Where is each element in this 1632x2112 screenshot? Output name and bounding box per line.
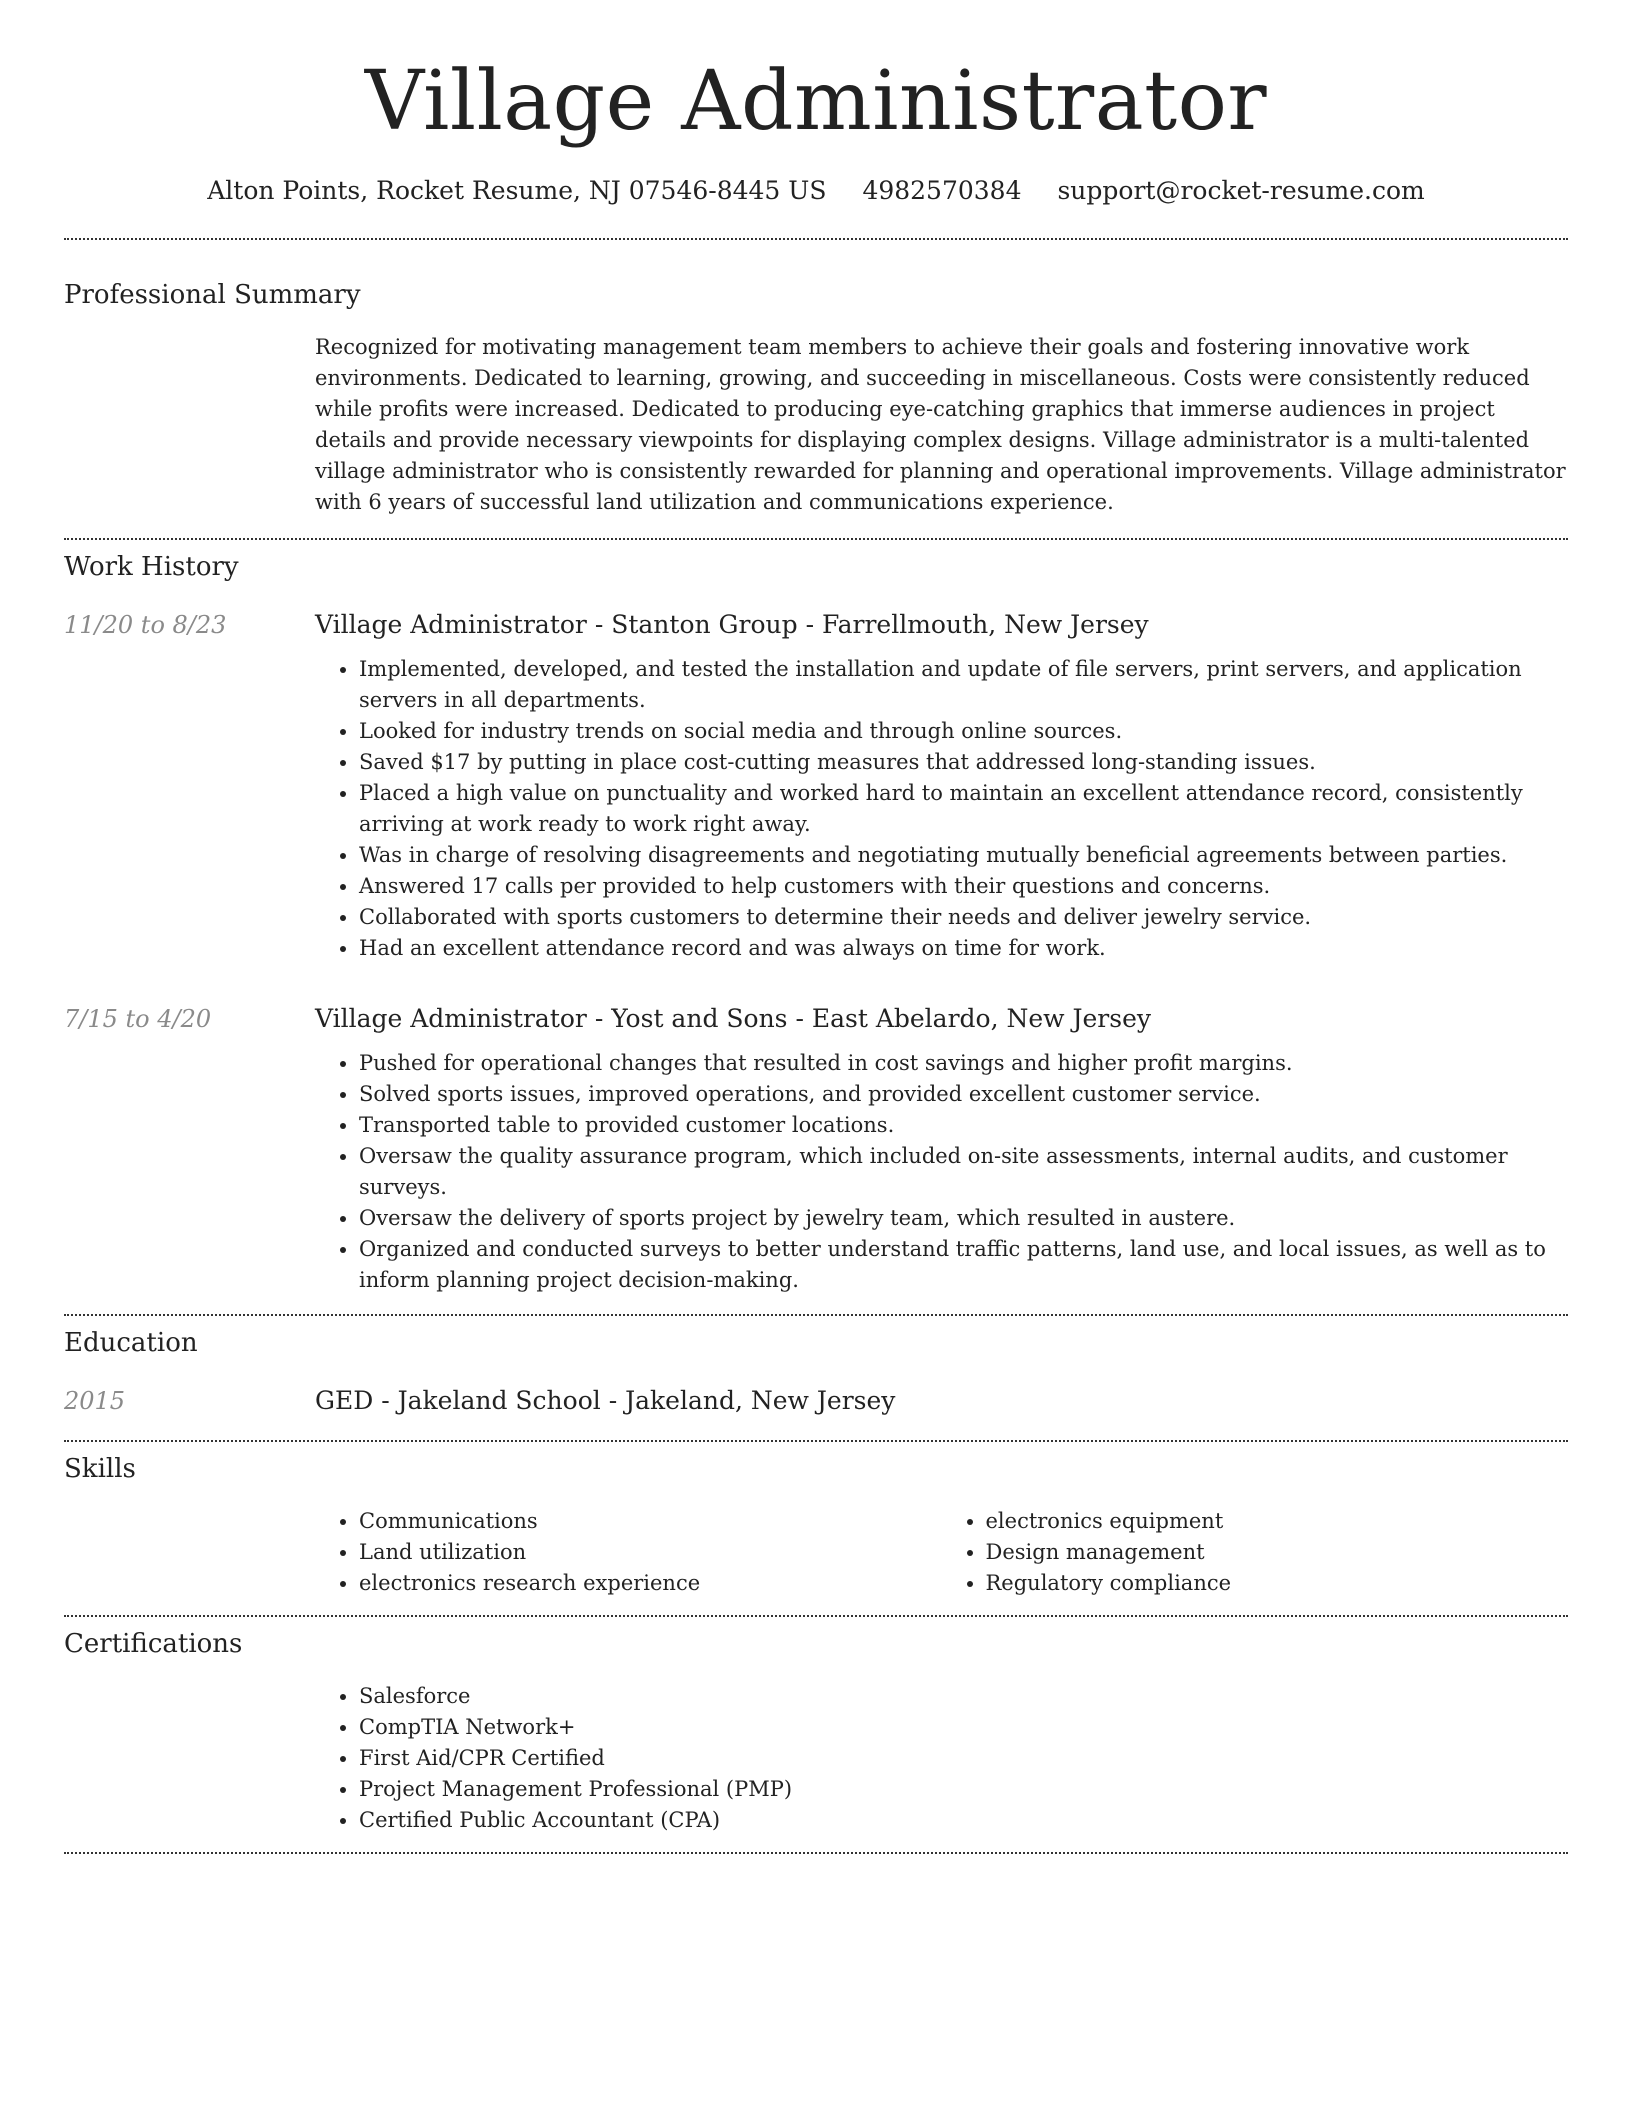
list-item: • First Aid/CPR Certified	[359, 1743, 1568, 1774]
education-heading: GED - Jakeland School - Jakeland, New Jersey	[315, 1386, 896, 1415]
certifications-list	[315, 1681, 1568, 1836]
list-item: • Answered 17 calls per provided to help customers with their questions and concerns.	[359, 871, 1568, 902]
education-section	[64, 1326, 1568, 1418]
certifications-section	[64, 1627, 1568, 1836]
list-item: • Communications	[359, 1506, 942, 1537]
skills-list-right	[942, 1506, 1569, 1599]
contact-line	[64, 174, 1568, 208]
section-title-work-history: Work History	[64, 552, 239, 582]
job-bullets	[315, 654, 1568, 964]
job-entry	[64, 608, 1568, 964]
summary-section	[64, 278, 1568, 518]
list-item: • Collaborated with sports customers to determine their needs and deliver jewelry service.	[359, 902, 1568, 933]
list-item: • Design management	[986, 1537, 1569, 1568]
list-item: • CompTIA Network+	[359, 1712, 1568, 1743]
skills-list-left	[315, 1506, 942, 1599]
list-item: • Land utilization	[359, 1537, 942, 1568]
resume-header	[64, 0, 1568, 208]
list-item: • electronics research experience	[359, 1568, 942, 1599]
divider	[64, 1615, 1568, 1617]
section-title-skills: Skills	[64, 1454, 136, 1484]
job-bullets	[315, 1048, 1568, 1296]
divider	[64, 1440, 1568, 1442]
summary-text: Recognized for motivating management team members to achieve their goals and fostering innovative work environments. Dedicated to learning, growing, and succeeding in miscellaneous. Costs were consistently reduced while profits were increased. Dedicated to producing eye-catching graphics that immerse audiences in project details and provide necessary viewpoints for displaying complex designs. Village administrator is a multi-talented village administrator who is consistently rewarded for planning and operational improvements. Village administrator with 6 years of successful land utilization and communications experience.	[315, 335, 1566, 514]
job-dates: 7/15 to 4/20	[64, 1005, 212, 1033]
work-history-section	[64, 550, 1568, 1296]
list-item: • Salesforce	[359, 1681, 1568, 1712]
divider	[64, 538, 1568, 540]
skills-section	[64, 1452, 1568, 1599]
list-item: • Placed a high value on punctuality and worked hard to maintain an excellent attendance record, consistently arriving at work ready to work right away.	[359, 778, 1568, 840]
list-item: • Was in charge of resolving disagreements and negotiating mutually beneficial agreements between parties.	[359, 840, 1568, 871]
list-item: • electronics equipment	[986, 1506, 1569, 1537]
divider	[64, 1852, 1568, 1854]
education-year: 2015	[64, 1387, 126, 1415]
contact-address: Alton Points, Rocket Resume, NJ 07546-8445 US	[207, 176, 827, 205]
list-item: • Organized and conducted surveys to better understand traffic patterns, land use, and local issues, as well as to inform planning project decision-making.	[359, 1234, 1568, 1296]
education-entry	[64, 1384, 1568, 1418]
candidate-name: Village Administrator	[364, 54, 1268, 149]
contact-email: support@rocket-resume.com	[1057, 176, 1425, 205]
section-title-summary: Professional Summary	[64, 280, 361, 310]
section-title-certifications: Certifications	[64, 1629, 243, 1659]
list-item: • Saved $17 by putting in place cost-cutting measures that addressed long-standing issues.	[359, 747, 1568, 778]
list-item: • Solved sports issues, improved operations, and provided excellent customer service.	[359, 1079, 1568, 1110]
list-item: • Oversaw the quality assurance program, which included on-site assessments, internal audits, and customer surveys.	[359, 1141, 1568, 1203]
list-item: • Pushed for operational changes that resulted in cost savings and higher profit margins.	[359, 1048, 1568, 1079]
contact-phone: 4982570384	[862, 176, 1022, 205]
section-title-education: Education	[64, 1328, 198, 1358]
job-heading: Village Administrator - Yost and Sons - East Abelardo, New Jersey	[315, 1004, 1151, 1033]
divider	[64, 1314, 1568, 1316]
list-item: • Certified Public Accountant (CPA)	[359, 1805, 1568, 1836]
list-item: • Transported table to provided customer locations.	[359, 1110, 1568, 1141]
list-item: • Project Management Professional (PMP)	[359, 1774, 1568, 1805]
divider	[64, 238, 1568, 240]
job-dates: 11/20 to 8/23	[64, 611, 227, 639]
list-item: • Had an excellent attendance record and was always on time for work.	[359, 933, 1568, 964]
list-item: • Oversaw the delivery of sports project by jewelry team, which resulted in austere.	[359, 1203, 1568, 1234]
list-item: • Implemented, developed, and tested the installation and update of file servers, print servers, and application servers in all departments.	[359, 654, 1568, 716]
list-item: • Regulatory compliance	[986, 1568, 1569, 1599]
job-entry	[64, 1002, 1568, 1296]
job-heading: Village Administrator - Stanton Group - Farrellmouth, New Jersey	[315, 610, 1149, 639]
list-item: • Looked for industry trends on social media and through online sources.	[359, 716, 1568, 747]
